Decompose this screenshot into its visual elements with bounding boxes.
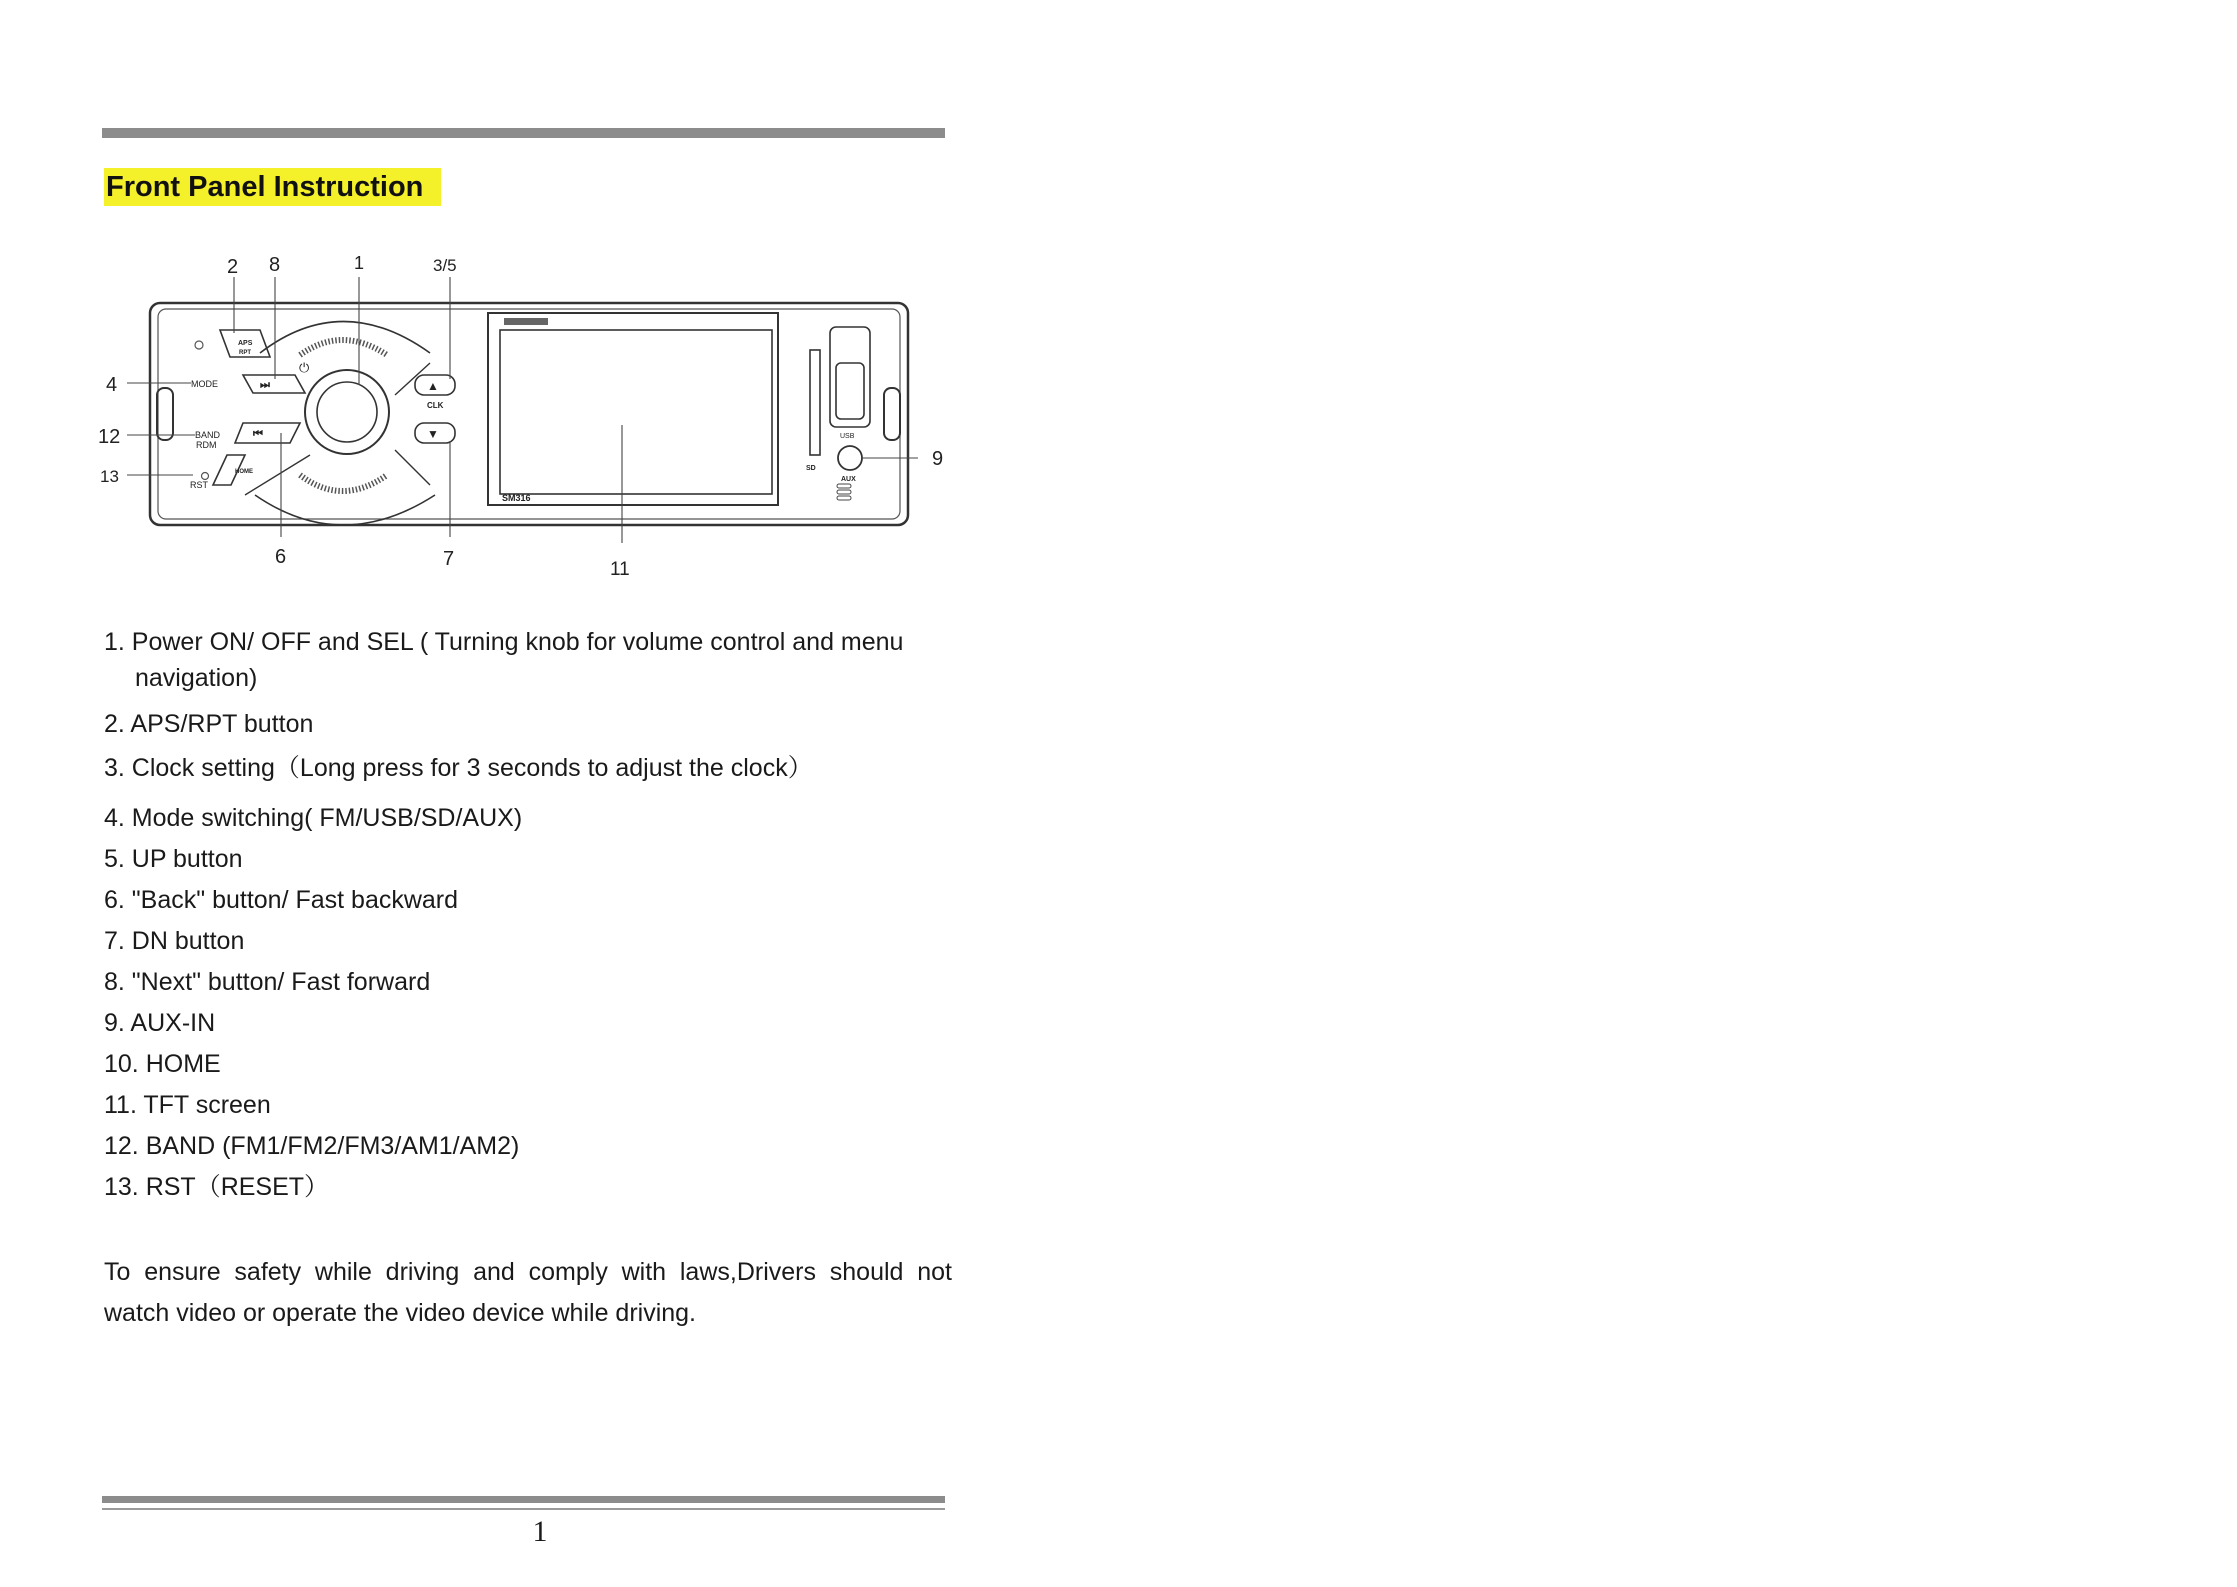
vent-2 [837,490,851,494]
callout-11: 11 [610,559,630,580]
volume-knob-inner [317,382,377,442]
usb-label: USB [840,433,855,440]
prev-track-icon: ⏮ [253,428,263,440]
chassis-inner [158,309,900,519]
list-item: 2. APS/RPT button [104,710,314,738]
callout-1: 1 [354,253,365,273]
vent-1 [837,484,851,488]
upper-arc-ribs [300,340,387,355]
down-arrow-icon: ▼ [427,427,439,441]
callout-7: 7 [443,548,455,570]
aux-label: AUX [841,476,856,483]
callout-4: 4 [106,374,118,396]
home-label: HOME [235,469,253,475]
sd-slot [810,350,820,455]
model-label: SM316 [502,493,531,503]
list-item: 6. "Back" button/ Fast backward [104,886,459,914]
list-item: 9. AUX-IN [104,1009,216,1037]
lower-arc-ribs [300,475,387,491]
usb-port [836,363,864,419]
list-item-text: 1. Power ON/ OFF and SEL ( Turning knob for volume control and menu [104,628,904,656]
list-item: 5. UP button [104,845,243,873]
callout-9: 9 [932,448,944,470]
band-label: BAND [195,430,221,440]
right-mount-tab [884,388,900,440]
bottom-rule [102,1496,945,1510]
left-mount-tab [157,388,173,440]
power-icon: ⏻ [299,360,310,375]
aux-jack [838,446,862,470]
tft-screen [500,330,772,494]
list-item: 7. DN button [104,927,245,955]
list-item: 12. BAND (FM1/FM2/FM3/AM1/AM2) [104,1132,520,1160]
lower-arc-trim [255,495,435,525]
next-track-icon: ⏭ [260,379,270,391]
top-rule [102,128,945,138]
list-item-continuation: navigation) [135,664,258,692]
aps-label: APS [238,340,253,347]
callout-8: 8 [269,254,281,276]
page-number: 1 [532,1515,548,1548]
list-item: 4. Mode switching( FM/USB/SD/AUX) [104,804,523,832]
right-trim-line [395,363,430,395]
screen-bezel [488,313,778,505]
bezel-badge [504,318,548,325]
upper-arc-trim [260,322,430,354]
list-item: 13. RST（RESET） [104,1173,330,1201]
callout-6: 6 [275,546,287,568]
rdm-label: RDM [196,440,217,450]
list-item: 10. HOME [104,1050,221,1078]
front-panel-diagram [95,245,965,595]
up-arrow-icon: ▲ [427,379,439,393]
sd-label: SD [806,465,816,472]
next-button [243,375,305,393]
vent-3 [837,496,851,500]
clk-label: CLK [427,401,444,410]
rst-label: RST [190,480,208,490]
callout-35: 3/5 [433,256,457,275]
section-heading: Front Panel Instruction [104,168,441,206]
indicator-led [195,341,203,349]
safety-warning: To ensure safety while driving and comply with laws,Drivers should not watch video or operate the video device while driving. [104,1258,952,1327]
list-item [104,624,948,696]
list-item: 11. TFT screen [104,1091,271,1119]
reset-hole [202,473,209,480]
callout-13: 13 [100,467,119,486]
prev-button [235,423,300,443]
mode-label: MODE [191,379,218,389]
callout-2: 2 [227,256,239,278]
chassis-outline [150,303,908,525]
list-item: 3. Clock setting（Long press for 3 seconds to adjust the clock） [104,754,813,782]
list-item: 8. "Next" button/ Fast forward [104,968,431,996]
function-list [104,624,948,1205]
callout-12: 12 [98,426,121,448]
right-trim-line-2 [395,450,430,485]
rpt-label: RPT [239,350,251,356]
